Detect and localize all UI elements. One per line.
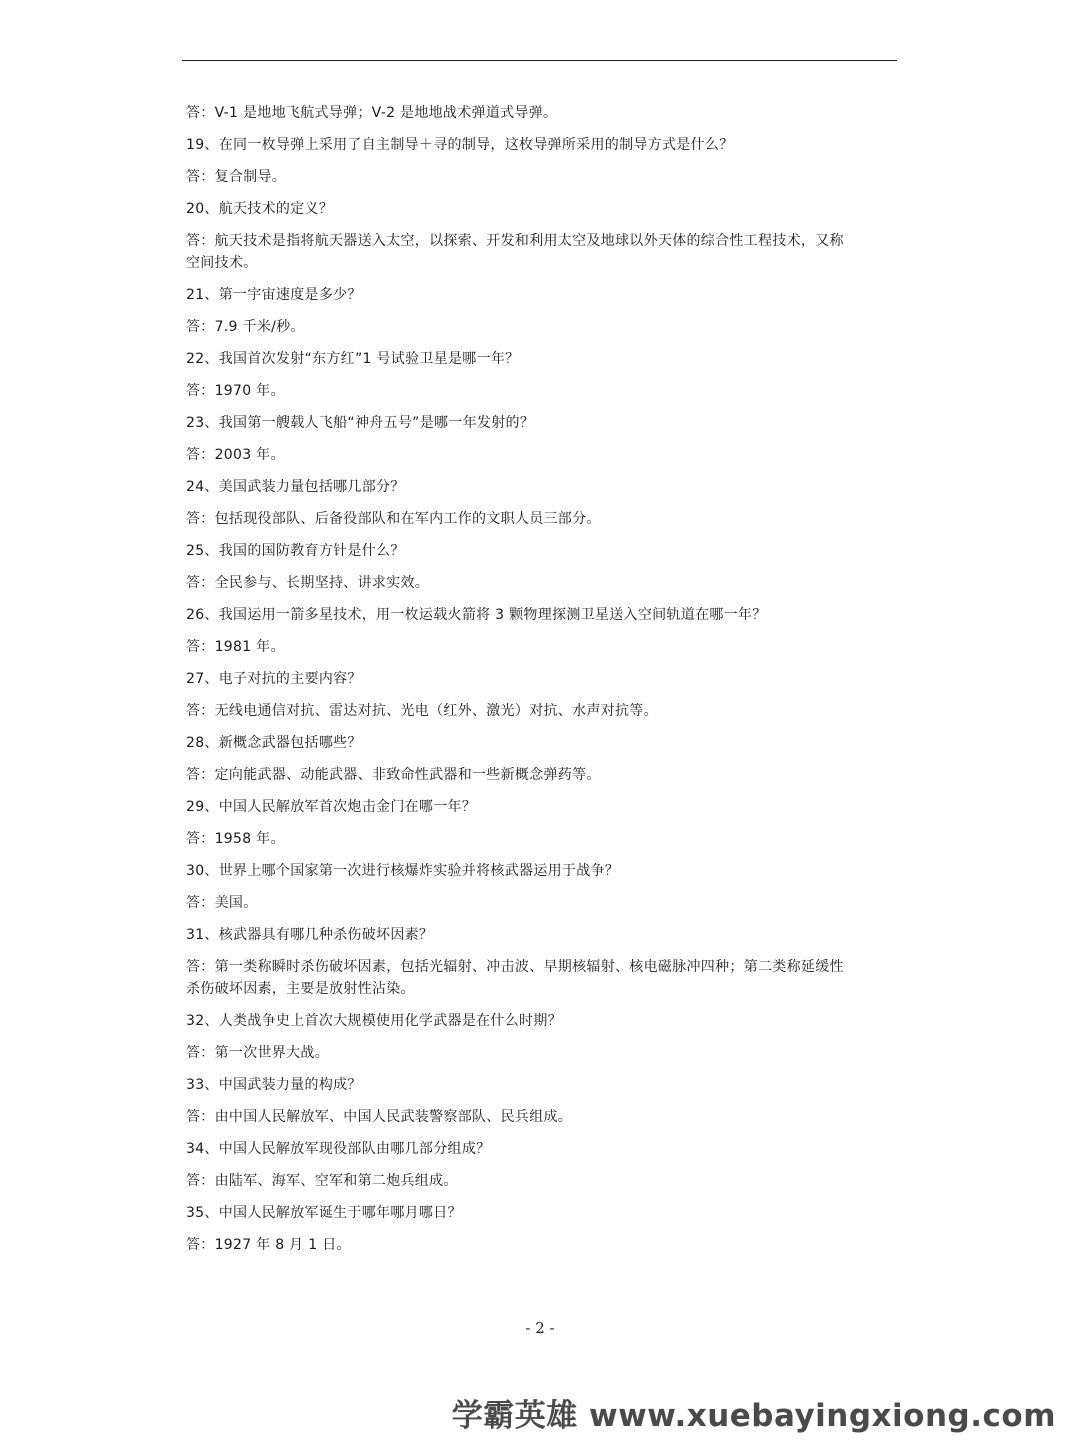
question-line: 19、在同一枚导弹上采用了自主制导＋寻的制导，这枚导弹所采用的制导方式是什么？ (186, 137, 734, 153)
question-line: 27、电子对抗的主要内容？ (186, 671, 362, 687)
answer-line: 答：1981 年。 (186, 639, 285, 655)
answer-line: 答：无线电通信对抗、雷达对抗、光电（红外、激光）对抗、水声对抗等。 (186, 703, 658, 719)
page-number: - 2 - (525, 1319, 555, 1337)
answer-line: 答：1970 年。 (186, 383, 285, 399)
question-line: 24、美国武装力量包括哪几部分？ (186, 479, 405, 495)
document-body (186, 102, 896, 1256)
answer-line: 答：V-1 是地地飞航式导弹；V-2 是地地战术弹道式导弹。 (186, 105, 558, 121)
site-watermark: 学霸英雄 www.xuebayingxiong.com (451, 1398, 1056, 1434)
header-rule (182, 60, 897, 61)
question-line: 32、人类战争史上首次大规模使用化学武器是在什么时期？ (186, 1013, 562, 1029)
question-line: 23、我国第一艘载人飞船“神舟五号”是哪一年发射的？ (186, 415, 535, 431)
question-line: 33、中国武装力量的构成？ (186, 1077, 362, 1093)
answer-line: 答：1958 年。 (186, 831, 285, 847)
question-line: 26、我国运用一箭多星技术，用一枚运载火箭将 3 颗物理探测卫星送入空间轨道在哪一年？ (186, 607, 767, 623)
answer-line: 答：航天技术是指将航天器送入太空，以探索、开发和利用太空及地球以外天体的综合性工程技术，又称 (186, 233, 844, 249)
question-line: 34、中国人民解放军现役部队由哪几部分组成？ (186, 1141, 491, 1157)
question-line: 25、我国的国防教育方针是什么？ (186, 543, 405, 559)
answer-line: 答：1927 年 8 月 1 日。 (186, 1237, 351, 1253)
answer-line: 答：美国。 (186, 895, 258, 911)
answer-line: 答：由陆军、海军、空军和第二炮兵组成。 (186, 1173, 458, 1189)
question-line: 31、核武器具有哪几种杀伤破坏因素？ (186, 927, 434, 943)
question-line: 35、中国人民解放军诞生于哪年哪月哪日？ (186, 1205, 462, 1221)
answer-line: 答：2003 年。 (186, 447, 285, 463)
question-line: 28、新概念武器包括哪些？ (186, 735, 362, 751)
answer-line: 答：由中国人民解放军、中国人民武装警察部队、民兵组成。 (186, 1109, 573, 1125)
answer-line: 答：复合制导。 (186, 169, 287, 185)
question-line: 30、世界上哪个国家第一次进行核爆炸实验并将核武器运用于战争？ (186, 863, 620, 879)
question-line: 21、第一宇宙速度是多少？ (186, 287, 362, 303)
answer-line-continued: 空间技术。 (186, 255, 258, 271)
answer-line: 答：全民参与、长期坚持、讲求实效。 (186, 575, 430, 591)
question-line: 29、中国人民解放军首次炮击金门在哪一年？ (186, 799, 477, 815)
answer-line-continued: 杀伤破坏因素，主要是放射性沾染。 (186, 981, 415, 997)
question-line: 22、我国首次发射“东方红”1 号试验卫星是哪一年？ (186, 351, 520, 367)
answer-line: 答：7.9 千米/秒。 (186, 319, 305, 335)
answer-line: 答：定向能武器、动能武器、非致命性武器和一些新概念弹药等。 (186, 767, 601, 783)
question-line: 20、航天技术的定义？ (186, 201, 334, 217)
answer-line: 答：第一次世界大战。 (186, 1045, 329, 1061)
answer-line: 答：第一类称瞬时杀伤破坏因素，包括光辐射、冲击波、早期核辐射、核电磁脉冲四种；第二类称延缓性 (186, 959, 844, 975)
answer-line: 答：包括现役部队、后备役部队和在军内工作的文职人员三部分。 (186, 511, 601, 527)
